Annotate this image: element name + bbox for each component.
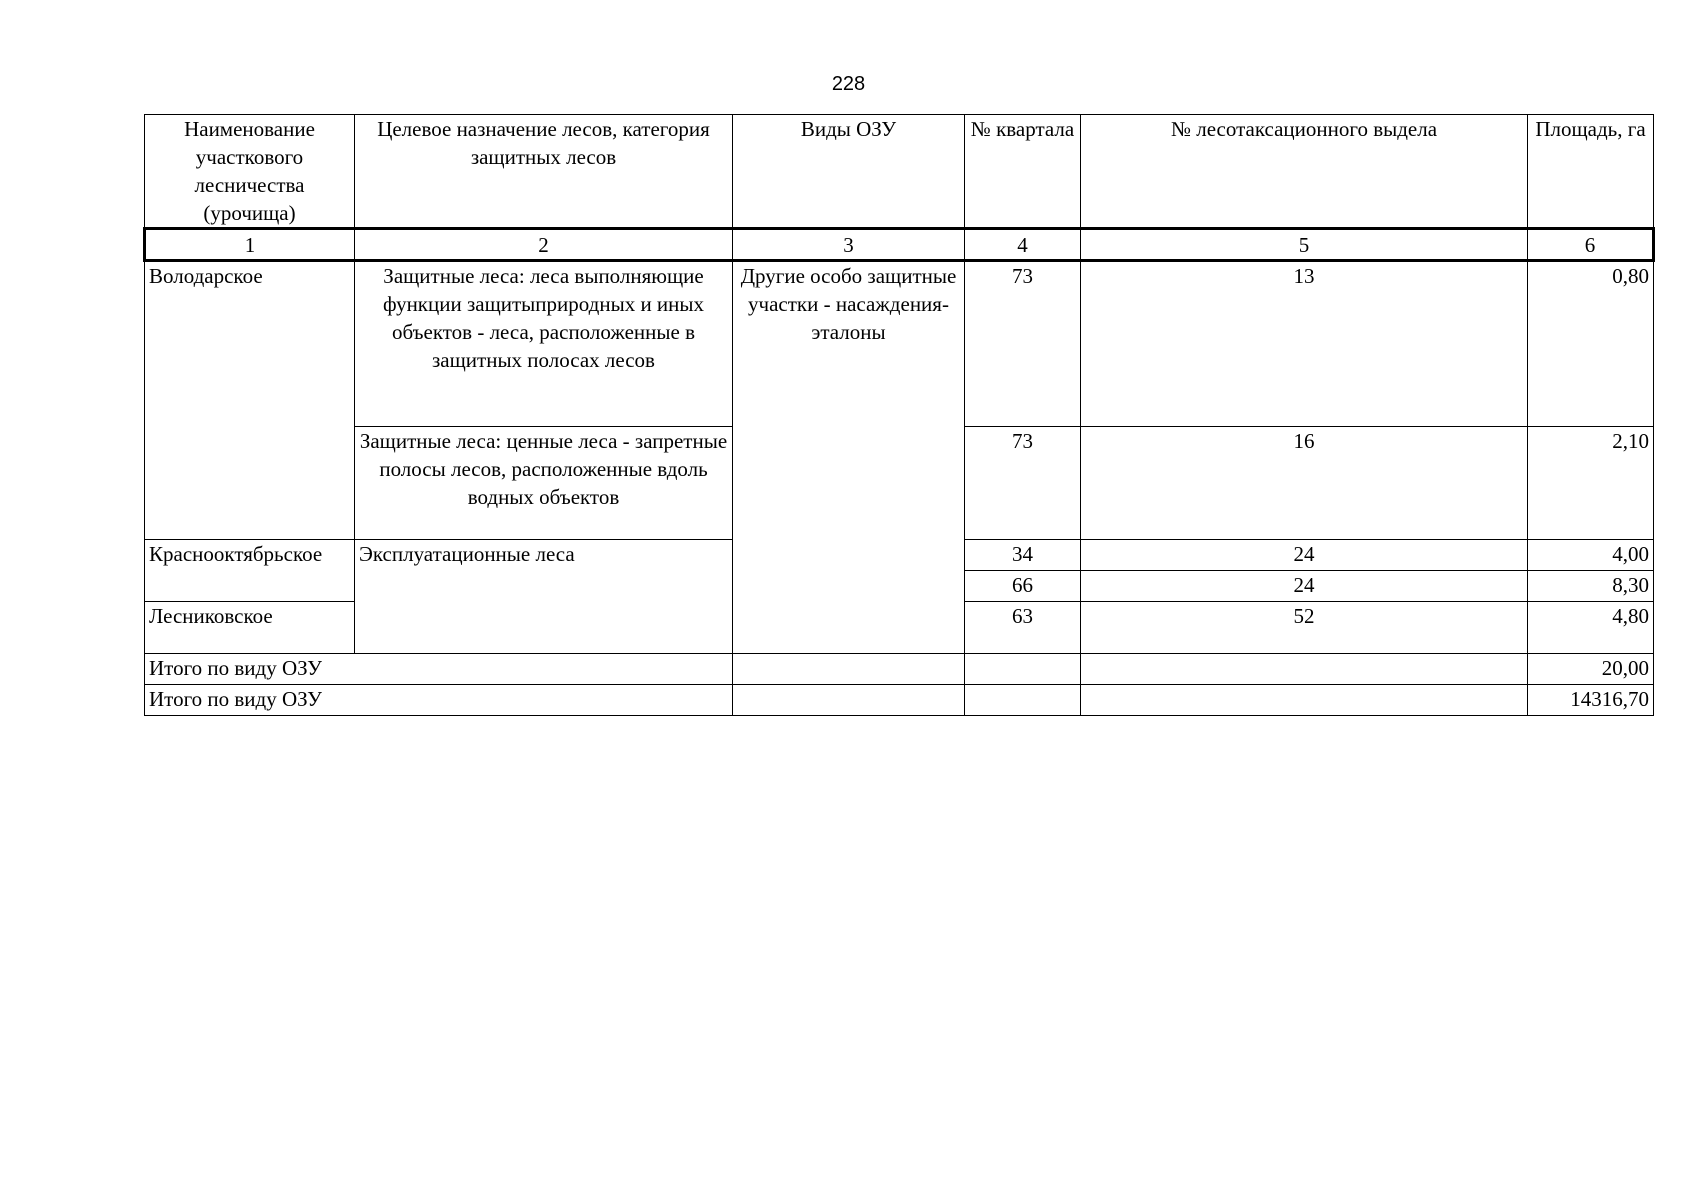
total-row — [145, 654, 1654, 685]
header-quarter: № квартала — [965, 115, 1081, 229]
column-number: 4 — [965, 229, 1081, 261]
purpose-cell: Защитные леса: ценные леса - запретные полосы лесов, расположенные вдоль водных объектов — [355, 427, 733, 540]
column-number: 3 — [733, 229, 965, 261]
header-row — [145, 115, 1654, 229]
table-row — [145, 261, 1654, 427]
area-cell: 0,80 — [1528, 261, 1654, 427]
column-number: 1 — [145, 229, 355, 261]
quarter-cell: 63 — [965, 602, 1081, 654]
allotment-cell: 24 — [1081, 540, 1528, 571]
quarter-cell: 34 — [965, 540, 1081, 571]
empty-cell — [733, 654, 965, 685]
area-cell: 4,80 — [1528, 602, 1654, 654]
total-area: 20,00 — [1528, 654, 1654, 685]
total-label: Итого по виду ОЗУ — [145, 654, 733, 685]
allotment-cell: 13 — [1081, 261, 1528, 427]
forestry-cell: Володарское — [145, 261, 355, 540]
allotment-cell: 52 — [1081, 602, 1528, 654]
header-forestry: Наименование участкового лесничества (урочища) — [145, 115, 355, 229]
purpose-cell: Эксплуатационные леса — [355, 540, 733, 654]
empty-cell — [965, 685, 1081, 716]
allotment-cell: 16 — [1081, 427, 1528, 540]
ozu-type-cell: Другие особо защитные участки - насаждения-эталоны — [733, 261, 965, 654]
empty-cell — [965, 654, 1081, 685]
quarter-cell: 73 — [965, 261, 1081, 427]
forestry-cell: Лесниковское — [145, 602, 355, 654]
column-number: 6 — [1528, 229, 1654, 261]
area-cell: 4,00 — [1528, 540, 1654, 571]
header-allotment: № лесотаксационного выдела — [1081, 115, 1528, 229]
empty-cell — [1081, 685, 1528, 716]
total-row — [145, 685, 1654, 716]
empty-cell — [1081, 654, 1528, 685]
ozu-table — [143, 114, 1655, 716]
total-label: Итого по виду ОЗУ — [145, 685, 733, 716]
header-purpose: Целевое назначение лесов, категория защитных лесов — [355, 115, 733, 229]
empty-cell — [733, 685, 965, 716]
total-area: 14316,70 — [1528, 685, 1654, 716]
page-number: 228 — [831, 73, 866, 95]
column-number: 2 — [355, 229, 733, 261]
column-number: 5 — [1081, 229, 1528, 261]
quarter-cell: 73 — [965, 427, 1081, 540]
area-cell: 2,10 — [1528, 427, 1654, 540]
header-ozu-type: Виды ОЗУ — [733, 115, 965, 229]
forestry-cell: Краснооктябрьское — [145, 540, 355, 602]
area-cell: 8,30 — [1528, 571, 1654, 602]
header-area: Площадь, га — [1528, 115, 1654, 229]
purpose-cell: Защитные леса: леса выполняющие функции защитыприродных и иных объектов - леса, расположенные в защитных полосах лесов — [355, 261, 733, 427]
quarter-cell: 66 — [965, 571, 1081, 602]
allotment-cell: 24 — [1081, 571, 1528, 602]
column-number-row — [145, 229, 1654, 261]
